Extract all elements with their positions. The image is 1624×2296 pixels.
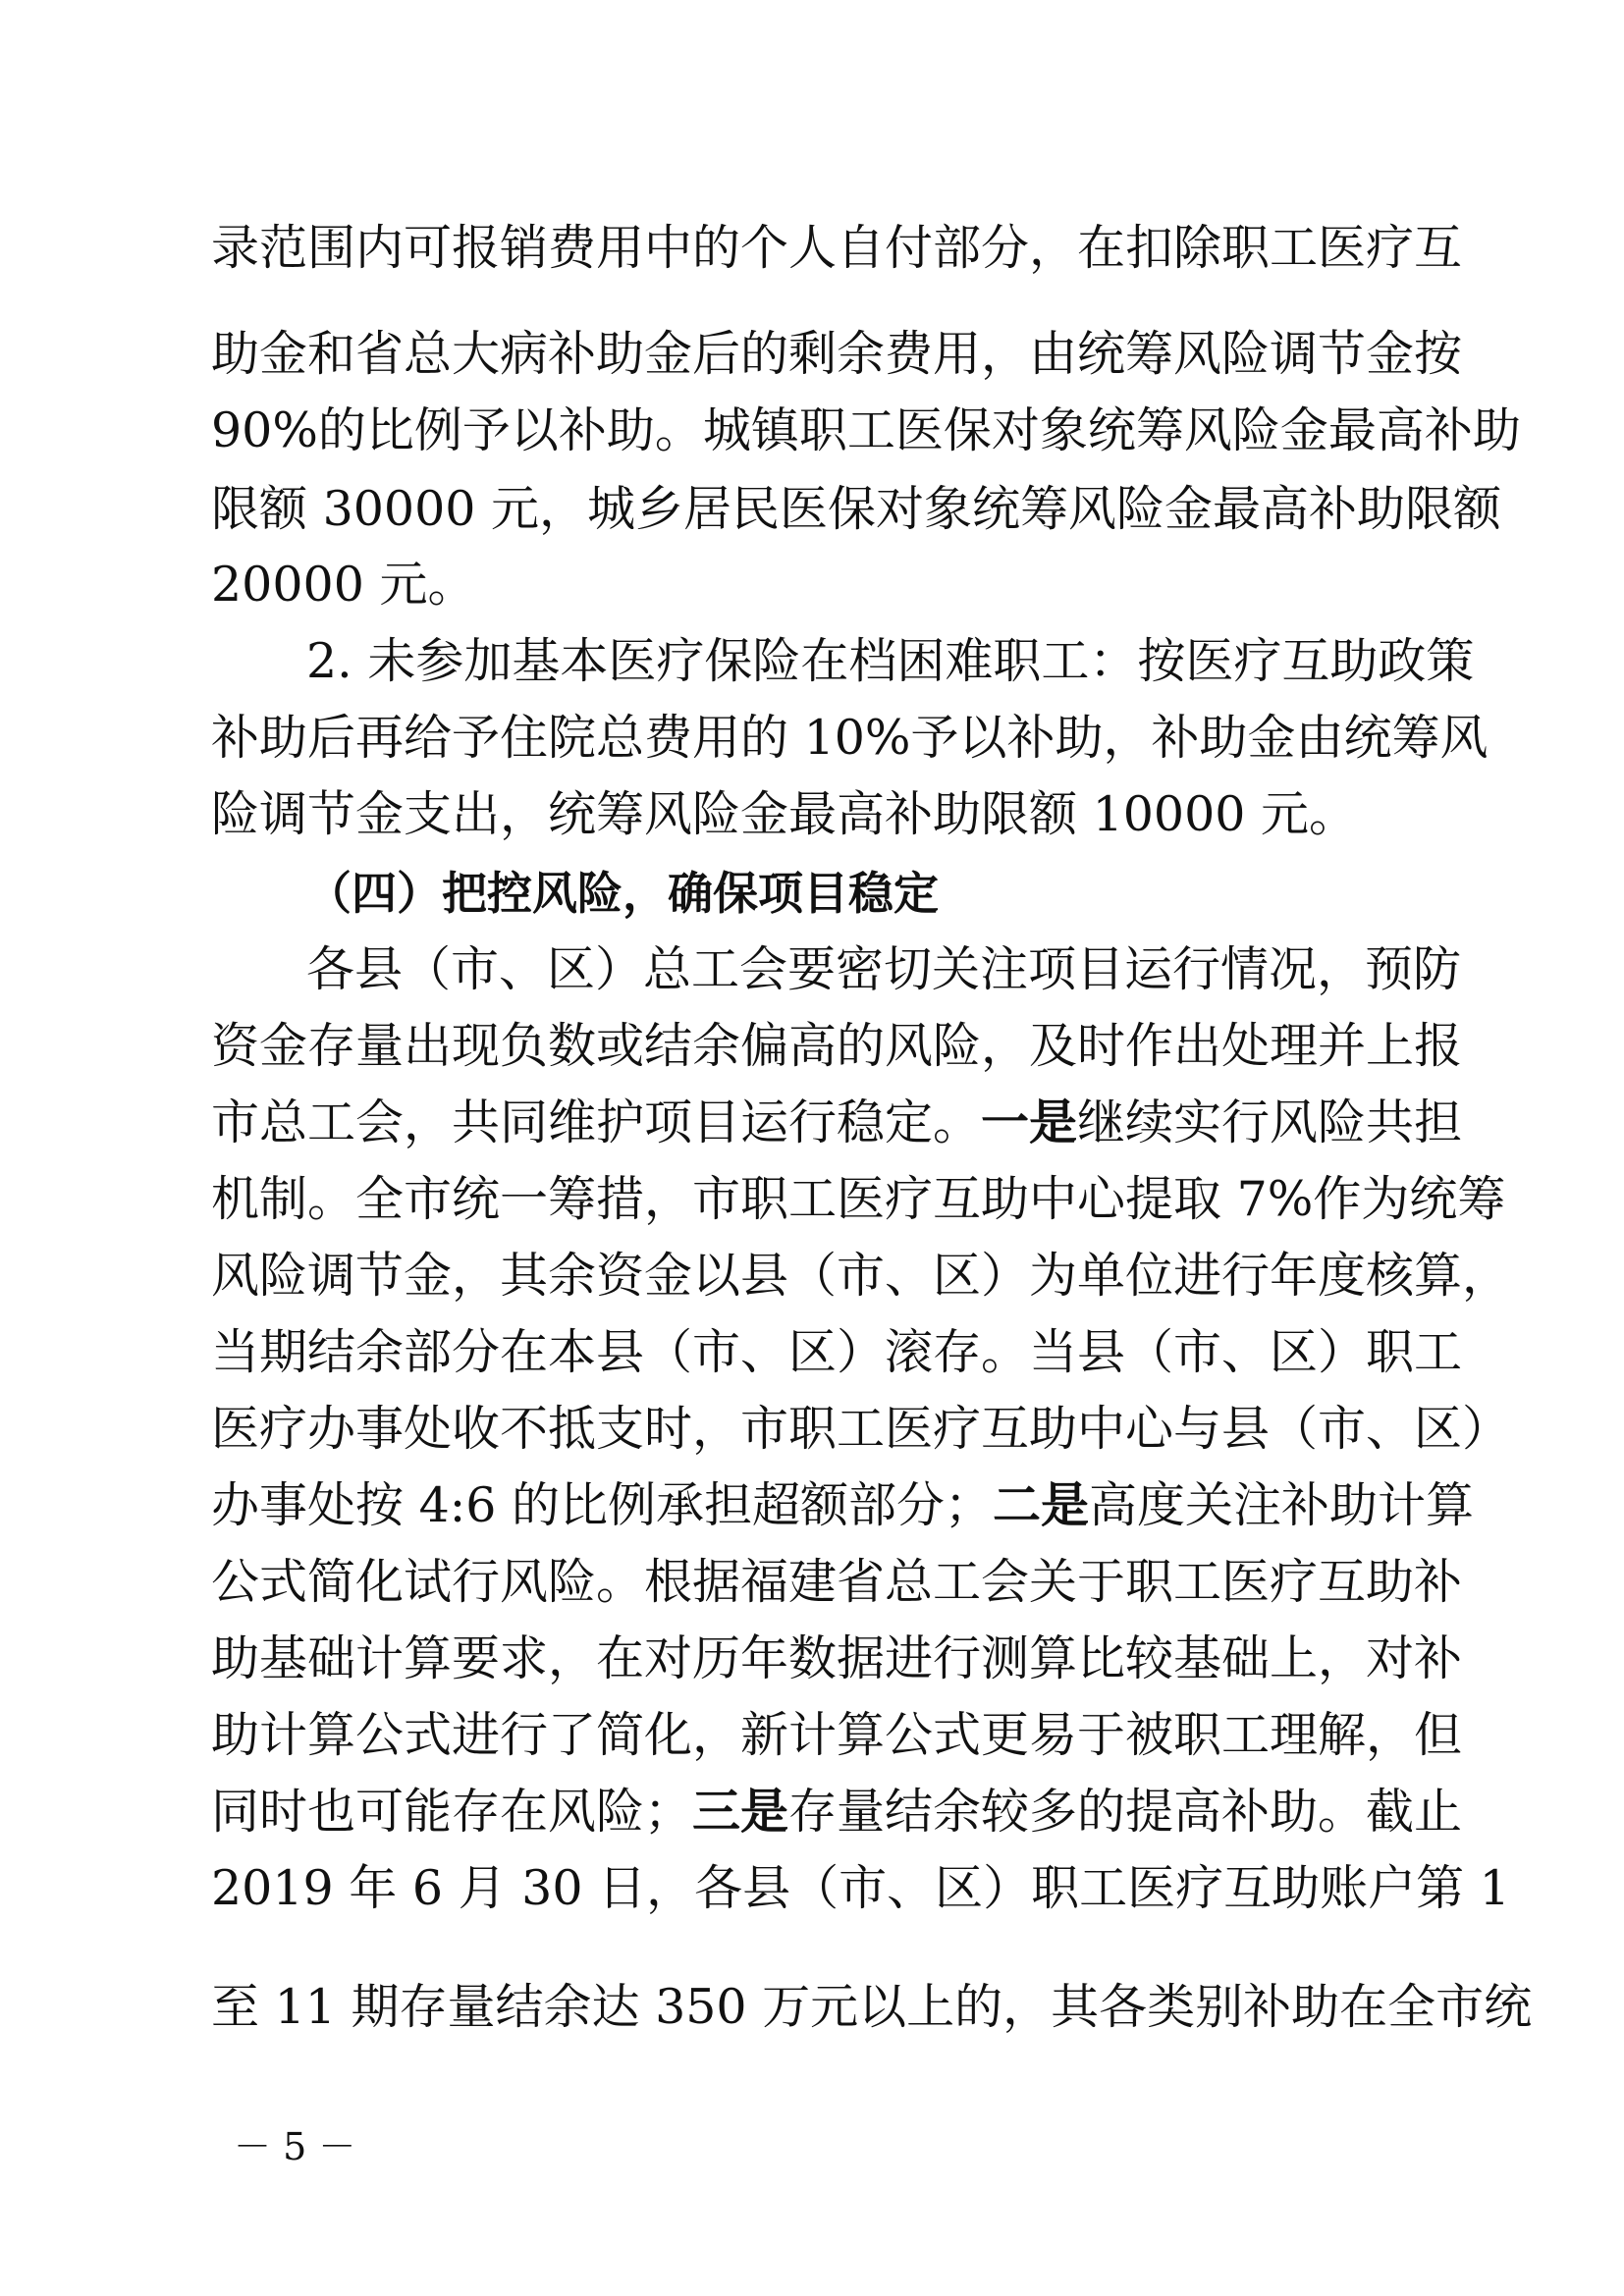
text-run: 存量结余较多的提高补助。截止	[788, 1784, 1463, 1840]
body-text-line: 医疗办事处收不抵支时，市职工医疗互助中心与县（市、区）	[211, 1401, 1511, 1457]
body-text-line-with-emphasis	[211, 1783, 1462, 1842]
body-text-line: 至 11 期存量结余达 350 万元以上的，其各类别补助在全市统	[211, 1979, 1533, 2035]
text-run: 市总工会，共同维护项目运行稳定。	[211, 1095, 982, 1150]
page-number: － 5 －	[234, 2125, 356, 2168]
emphasis-second: 二是	[993, 1477, 1090, 1533]
body-text-line: 险调节金支出，统筹风险金最高补助限额 10000 元。	[211, 786, 1358, 842]
body-text-line: 限额 30000 元，城乡居民医保对象统筹风险金最高补助限额	[211, 481, 1502, 537]
body-text-line: 助基础计算要求，在对历年数据进行测算比较基础上，对补	[211, 1630, 1463, 1686]
section-heading: （四）把控风险，确保项目稳定	[306, 867, 939, 920]
emphasis-first: 一是	[981, 1095, 1078, 1150]
body-text-line-with-emphasis	[211, 1094, 1462, 1152]
body-text-line: 90%的比例予以补助。城镇职工医保对象统筹风险金最高补助	[211, 402, 1521, 458]
text-run: 办事处按 4:6 的比例承担超额部分；	[211, 1477, 994, 1533]
text-run: 同时也可能存在风险；	[211, 1784, 693, 1840]
body-text-line: 机制。全市统一筹措，市职工医疗互助中心提取 7%作为统筹	[211, 1171, 1506, 1227]
list-item-2: 2. 未参加基本医疗保险在档困难职工：按医疗互助政策	[306, 633, 1475, 689]
body-text-line: 录范围内可报销费用中的个人自付部分，在扣除职工医疗互	[211, 220, 1463, 276]
body-text-line-with-emphasis	[211, 1476, 1474, 1535]
body-text-line: 助计算公式进行了简化，新计算公式更易于被职工理解，但	[211, 1707, 1463, 1763]
body-text-line: 补助后再给予住院总费用的 10%予以补助，补助金由统筹风	[211, 710, 1489, 766]
text-run: 高度关注补助计算	[1089, 1477, 1475, 1533]
emphasis-third: 三是	[692, 1784, 789, 1840]
body-text-line: 风险调节金，其余资金以县（市、区）为单位进行年度核算，	[211, 1248, 1511, 1304]
body-text-line: 20000 元。	[211, 557, 476, 613]
body-text-line: 公式简化试行风险。根据福建省总工会关于职工医疗互助补	[211, 1554, 1463, 1610]
body-text-line: 2019 年 6 月 30 日，各县（市、区）职工医疗互助账户第 1	[211, 1860, 1510, 1916]
body-text-line: 资金存量出现负数或结余偏高的风险，及时作出处理并上报	[211, 1018, 1463, 1074]
body-text-line: 当期结余部分在本县（市、区）滚存。当县（市、区）职工	[211, 1324, 1463, 1380]
text-run: 继续实行风险共担	[1077, 1095, 1463, 1150]
body-text-line: 助金和省总大病补助金后的剩余费用，由统筹风险调节金按	[211, 326, 1463, 382]
paragraph-start: 各县（市、区）总工会要密切关注项目运行情况，预防	[306, 941, 1462, 997]
